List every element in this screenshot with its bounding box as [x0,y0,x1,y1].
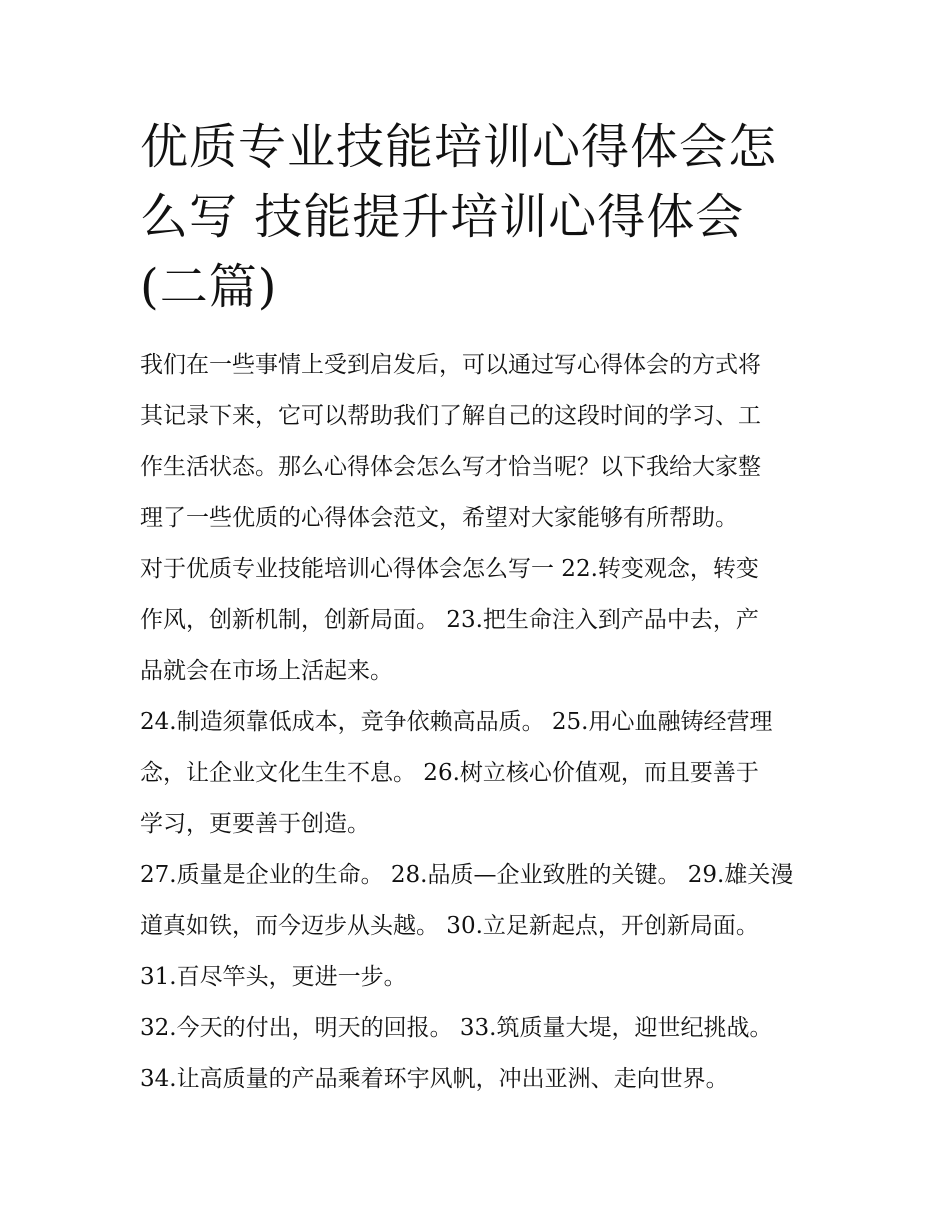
body-paragraph [140,1003,820,1105]
intro-paragraph [140,340,820,544]
title-line: 么写 技能提升培训心得体会 [140,189,745,245]
text-line: 品就会在市场上活起来。 [140,658,393,684]
document-title [140,112,820,322]
text-line: 作风，创新机制，创新局面。 23.把生命注入到产品中去，产 [140,607,759,633]
body-paragraph [140,850,820,1003]
text-line: 31.百尽竿头，更进一步。 [140,964,407,990]
title-line: (二篇) [140,259,278,315]
document-body [140,340,820,1105]
text-line: 其记录下来，它可以帮助我们了解自己的这段时间的学习、工 [140,403,761,429]
text-line: 27.质量是企业的生命。 28.品质—企业致胜的关键。 29.雄关漫 [140,862,794,888]
text-line: 24.制造须靠低成本，竞争依赖高品质。 25.用心血融铸经营理 [140,709,773,735]
title-line: 优质专业技能培训心得体会怎 [140,119,778,175]
document-page [140,112,820,1105]
text-line: 作生活状态。那么心得体会怎么写才恰当呢？以下我给大家整 [140,454,761,480]
text-line: 34.让高质量的产品乘着环宇风帆，冲出亚洲、走向世界。 [140,1066,729,1092]
text-line: 理了一些优质的心得体会范文，希望对大家能够有所帮助。 [140,505,738,531]
text-line: 道真如铁，而今迈步从头越。 30.立足新起点，开创新局面。 [140,913,759,939]
body-paragraph [140,544,820,697]
text-line: 学习，更要善于创造。 [140,811,370,837]
text-line: 32.今天的付出，明天的回报。 33.筑质量大堤，迎世纪挑战。 [140,1015,773,1041]
text-line: 对于优质专业技能培训心得体会怎么写一 22.转变观念，转变 [140,556,759,582]
text-line: 念，让企业文化生生不息。 26.树立核心价值观，而且要善于 [140,760,759,786]
text-line: 我们在一些事情上受到启发后，可以通过写心得体会的方式将 [140,352,761,378]
body-paragraph [140,697,820,850]
